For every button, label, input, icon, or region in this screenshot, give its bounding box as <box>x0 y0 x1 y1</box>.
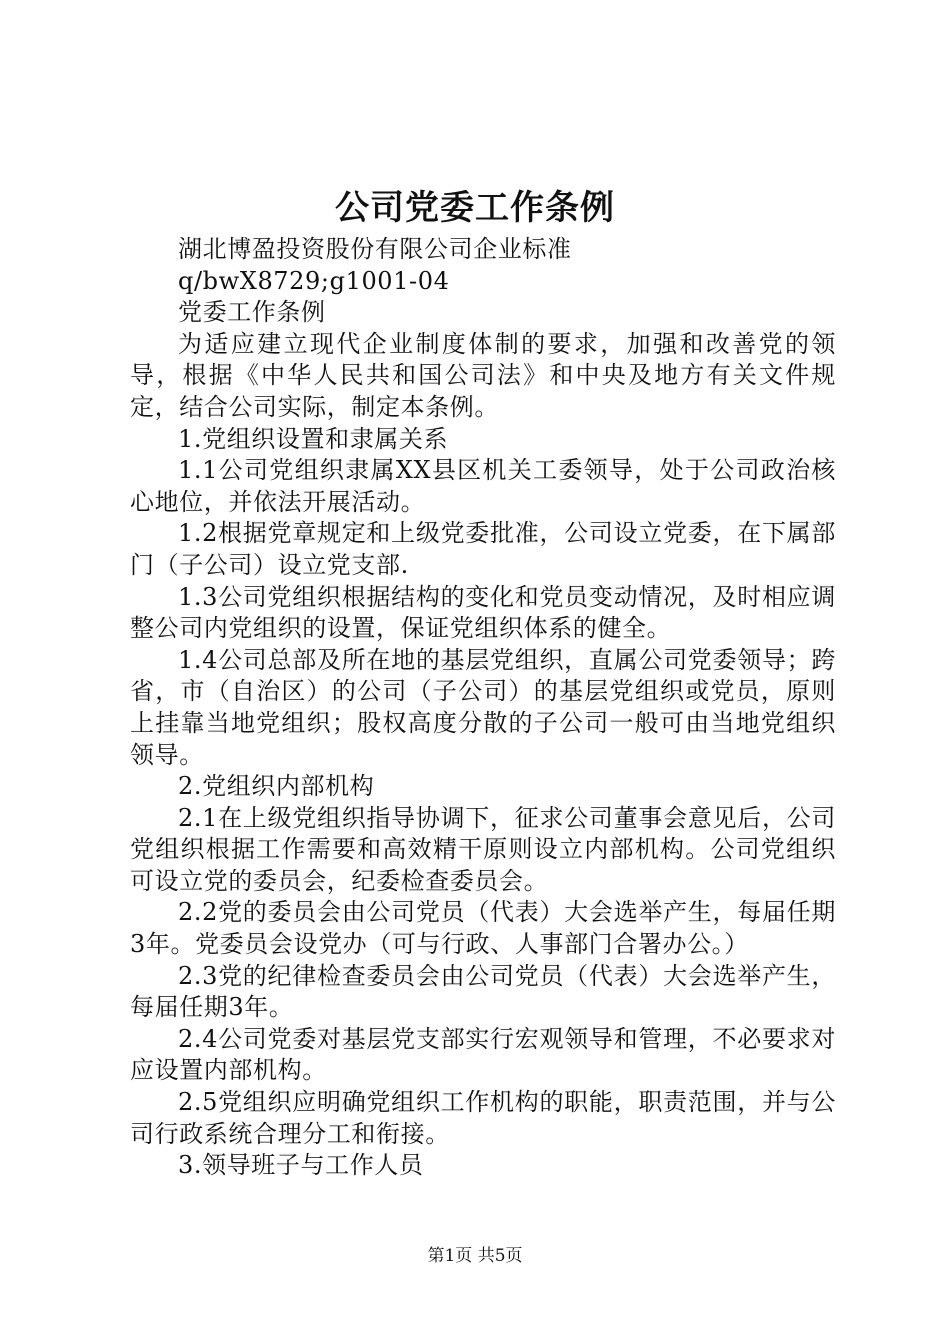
clause-1-4: 1.4公司总部及所在地的基层党组织，直属公司党委领导；跨省，市（自治区）的公司（子公司）的基层党组织或党员，原则上挂靠当地党组织；股权高度分散的子公司一般可由当地党组织领导。 <box>130 645 836 769</box>
document-body <box>130 234 836 1182</box>
section-heading-3: 3.领导班子与工作人员 <box>178 1151 424 1180</box>
section-heading-1: 1.党组织设置和隶属关系 <box>178 424 449 453</box>
header-line-company: 湖北博盈投资股份有限公司企业标准 <box>178 235 572 263</box>
clause-1-1: 1.1公司党组织隶属XX县区机关工委领导，处于公司政治核心地位，并依法开展活动。 <box>130 456 836 516</box>
page-footer: 第1页 共5页 <box>427 1246 523 1266</box>
clause-2-5: 2.5党组织应明确党组织工作机构的职能，职责范围，并与公司行政系统合理分工和衔接。 <box>130 1088 836 1148</box>
document-title: 公司党委工作条例 <box>335 188 615 228</box>
clause-2-1: 2.1在上级党组织指导协调下，征求公司董事会意见后，公司党组织根据工作需要和高效精干原则设立内部机构。公司党组织可设立党的委员会，纪委检查委员会。 <box>130 803 836 895</box>
clause-2-2: 2.2党的委员会由公司党员（代表）大会选举产生，每届任期3年。党委员会设党办（可与行政、人事部门合署办公。） <box>130 898 836 959</box>
clause-2-3: 2.3党的纪律检查委员会由公司党员（代表）大会选举产生，每届任期3年。 <box>130 961 836 1022</box>
section-heading-2: 2.党组织内部机构 <box>178 772 375 801</box>
paragraph-preamble: 为适应建立现代企业制度体制的要求，加强和改善党的领导，根据《中华人民共和国公司法》和中央及地方有关文件规定，结合公司实际，制定本条例。 <box>130 329 836 421</box>
clause-1-3: 1.3公司党组织根据结构的变化和党员变动情况，及时相应调整公司内党组织的设置，保证党组织体系的健全。 <box>130 582 836 643</box>
header-line-doc-name: 党委工作条例 <box>178 298 326 327</box>
header-line-standard-code: q/bwX8729;g1001-04 <box>178 266 450 295</box>
clause-1-2: 1.2根据党章规定和上级党委批准，公司设立党委，在下属部门（子公司）设立党支部. <box>130 519 836 579</box>
clause-2-4: 2.4公司党委对基层党支部实行宏观领导和管理，不必要求对应设置内部机构。 <box>130 1024 836 1085</box>
